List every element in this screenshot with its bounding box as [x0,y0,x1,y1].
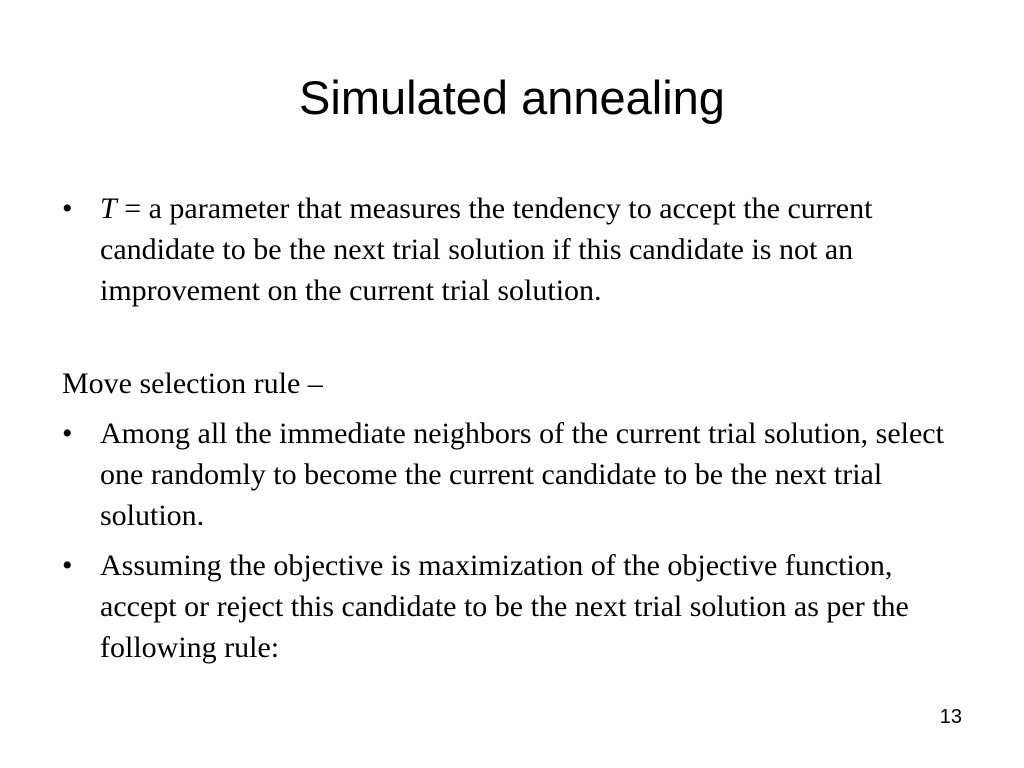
t-definition-text: a parameter that measures the tendency to accept the current candidate to be the next trial solution if this candidate is not an improvement on the current trial solution. [100,192,873,307]
variable-t: T [100,192,117,225]
bullet-select-neighbor [62,413,962,536]
equals-sign: = [116,192,149,225]
bullet-icon: • [62,417,73,450]
bullet-accept-reject [62,545,962,668]
page-number: 13 [939,706,962,728]
select-neighbor-text: Among all the immediate neighbors of the current trial solution, select one randomly to become the current candidate to be the next trial solution. [100,417,944,532]
bullet-icon: • [62,549,73,582]
bullet-t-definition [62,188,962,311]
bullet-icon: • [62,192,73,225]
move-selection-heading: Move selection rule – [62,367,323,400]
slide-body [62,188,962,677]
slide-title: Simulated annealing [299,71,725,124]
accept-reject-text: Assuming the objective is maximization of the objective function, accept or reject this candidate to be the next trial solution as per the following rule: [100,549,909,664]
